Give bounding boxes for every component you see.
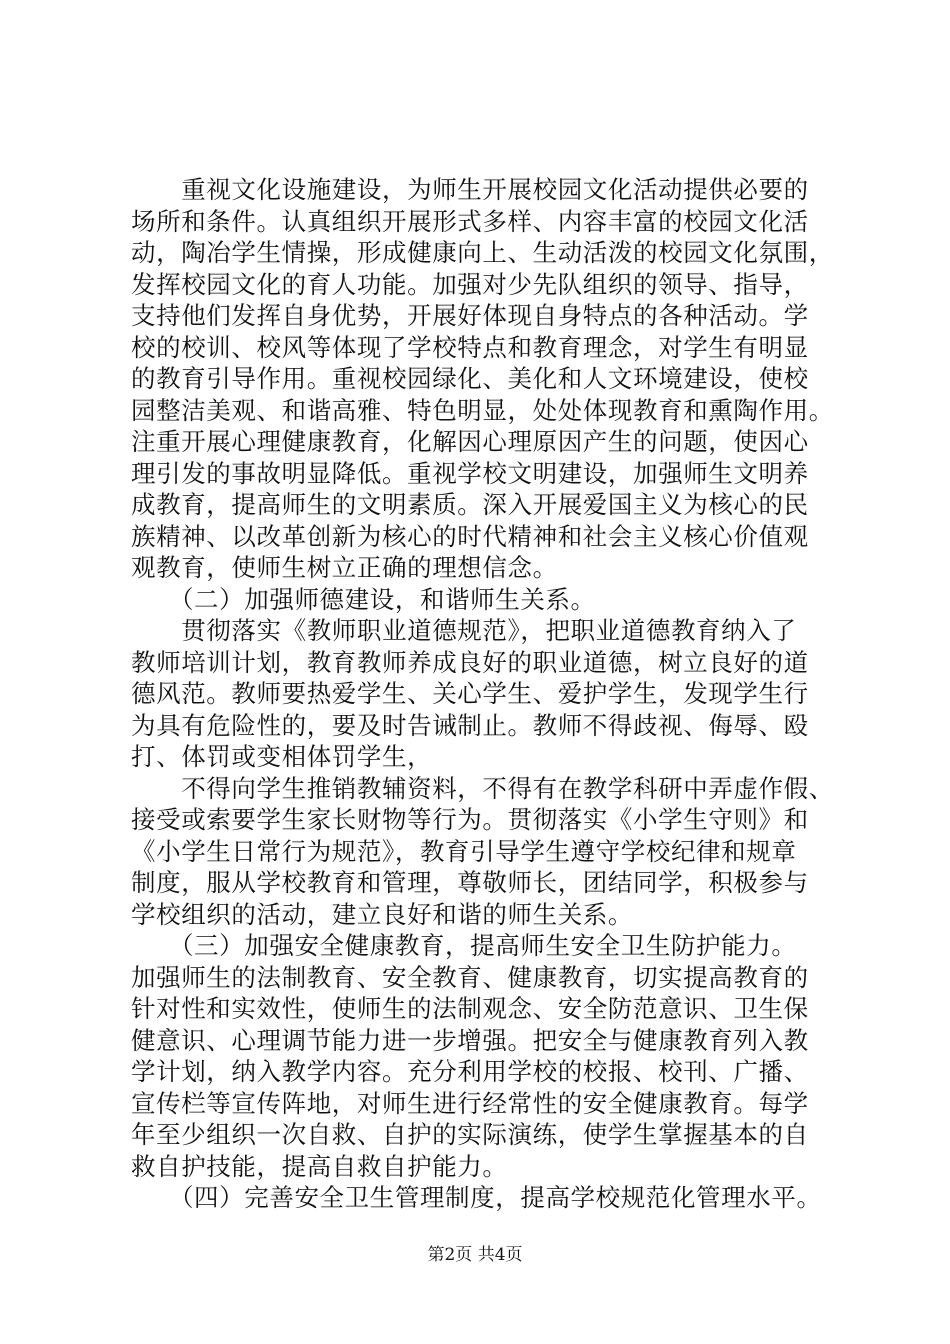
text-line: 宣传栏等宣传阵地，对师生进行经常性的安全健康教育。每学: [131, 1088, 809, 1118]
text-line: 贯彻落实《教师职业道德规范》，把职业道德教育纳入了: [131, 616, 797, 645]
text-line: 教师培训计划，教育教师养成良好的职业道德，树立良好的道: [131, 647, 809, 677]
text-line: 观教育，使师生树立正确的理想信念。: [131, 553, 558, 582]
text-line: 学计划，纳入教学内容。充分利用学校的校报、校刊、广播、: [131, 1057, 809, 1086]
text-line: 重视文化设施建设，为师生开展校园文化活动提供必要的: [131, 175, 809, 204]
section-heading: （二）加强师德建设，和谐师生关系。: [131, 584, 596, 614]
text-line: 动，陶冶学生情操，形成健康向上、生动活泼的校园文化氛围，: [131, 238, 834, 267]
text-line: 族精神、以改革创新为核心的时代精神和社会主义核心价值观: [131, 521, 809, 551]
text-line: 救自护技能，提高自救自护能力。: [131, 1151, 508, 1181]
text-line: 园整洁美观、和谐高雅、特色明显，处处体现教育和熏陶作用。: [131, 395, 834, 425]
section-heading: （三）加强安全健康教育，提高师生安全卫生防护能力。: [131, 931, 797, 960]
text-line: 的教育引导作用。重视校园绿化、美化和人文环境建设，使校: [131, 364, 809, 393]
text-line: 加强师生的法制教育、安全教育、健康教育，切实提高教育的: [131, 962, 809, 992]
text-line: 理引发的事故明显降低。重视学校文明建设，加强师生文明养: [131, 458, 809, 488]
text-line: 注重开展心理健康教育，化解因心理原因产生的问题，使因心: [131, 427, 809, 456]
text-line: 发挥校园文化的育人功能。加强对少先队组织的领导、指导，: [131, 269, 809, 299]
text-line: 针对性和实效性，使师生的法制观念、安全防范意识、卫生保: [131, 994, 809, 1023]
page-number-footer: 第2页 共4页: [427, 1245, 523, 1265]
text-line: 年至少组织一次自救、自护的实际演练，使学生掌握基本的自: [131, 1120, 809, 1149]
text-line: 学校组织的活动，建立良好和谐的师生关系。: [131, 899, 633, 929]
text-line: 场所和条件。认真组织开展形式多样、内容丰富的校园文化活: [131, 206, 809, 236]
text-line: 德风范。教师要热爱学生、关心学生、爱护学生，发现学生行: [131, 679, 809, 708]
document-body: [131, 174, 837, 1214]
text-line: 不得向学生推销教辅资料，不得有在教学科研中弄虚作假、: [131, 773, 834, 803]
section-heading: （四）完善安全卫生管理制度，提高学校规范化管理水平。: [131, 1183, 822, 1212]
text-line: 健意识、心理调节能力进一步增强。把安全与健康教育列入教: [131, 1025, 809, 1055]
text-line: 校的校训、校风等体现了学校特点和教育理念，对学生有明显: [131, 332, 809, 362]
text-line: 为具有危险性的，要及时告诫制止。教师不得歧视、侮辱、殴: [131, 710, 809, 740]
text-line: 制度，服从学校教育和管理，尊敬师长，团结同学，积极参与: [131, 868, 809, 897]
text-line: 支持他们发挥自身优势，开展好体现自身特点的各种活动。学: [131, 301, 809, 330]
text-line: 打、体罚或变相体罚学生，: [131, 742, 433, 771]
text-line: 接受或索要学生家长财物等行为。贯彻落实《小学生守则》和: [131, 805, 809, 834]
text-line: 《小学生日常行为规范》，教育引导学生遵守学校纪律和规章: [131, 836, 797, 866]
text-line: 成教育，提高师生的文明素质。深入开展爱国主义为核心的民: [131, 490, 809, 519]
